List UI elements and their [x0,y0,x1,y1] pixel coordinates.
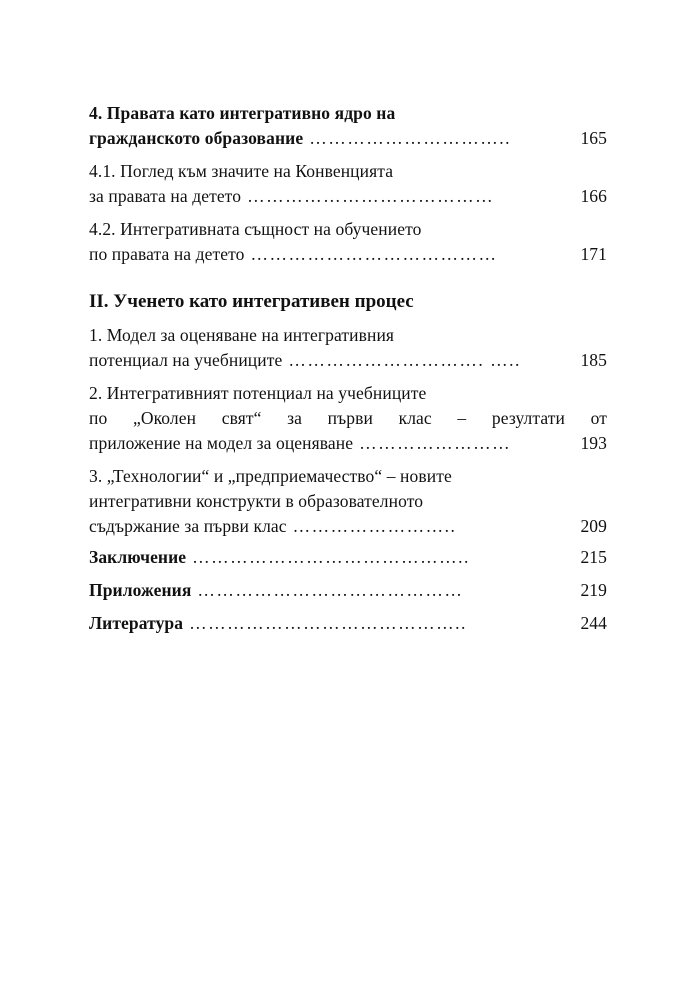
toc-leader-dots: …………………………………….. [192,547,470,567]
toc-leader-dots: …………………………………… [197,580,464,600]
toc-page-number: 215 [580,547,607,567]
toc-leader-dots: …………………………. ….. [288,350,521,370]
toc-entry-text: по „Околен свят“ за първи клас – резултати от [89,408,607,428]
toc-entry-text: приложение на модел за оценяване [89,433,354,453]
toc-page-number: 185 [580,350,607,370]
toc-entry-text: интегративни конструкти в образователното [89,491,424,511]
toc-entry-text: съдържание за първи клас [89,516,287,536]
toc-leader-dots: …………………… [359,433,512,453]
toc-entry-1[interactable] [89,323,607,373]
toc-entry-text: Заключение [89,547,187,567]
toc-entry-text: Литература [89,613,184,633]
toc-leader-dots: …………………….. [292,516,457,536]
toc-leader-dots: ………………………………… [247,186,495,206]
toc-entry-text: 3. „Технологии“ и „предприемачество“ – новите [89,466,452,486]
toc-entry-3[interactable] [89,464,607,539]
toc-entry-conclusion[interactable] [89,545,607,570]
toc-entry-text: Приложения [89,580,192,600]
toc-entry-4[interactable] [89,101,607,151]
toc-entry-literature[interactable] [89,611,607,636]
toc-entry-text: 1. Модел за оценяване на интегративния [89,325,395,345]
toc-entry-4-2[interactable] [89,217,607,267]
toc-leader-dots: ………………………….. [309,128,511,148]
toc-entry-4-1[interactable] [89,159,607,209]
toc-entry-appendices[interactable] [89,578,607,603]
toc-entry-text: 4.1. Поглед към значите на Конвенцията [89,161,394,181]
toc-page-number: 209 [580,516,607,536]
toc-entry-text: гражданското образование [89,128,304,148]
toc-page-number: 193 [580,433,607,453]
toc-leader-dots: ………………………………… [250,244,498,264]
toc-page-number: 166 [580,186,607,206]
toc-section-heading[interactable]: II. Ученето като интегративен процес [89,291,414,312]
toc-page-number: 219 [580,580,607,600]
toc-leader-dots: …………………………………….. [189,613,467,633]
toc-entry-text: 4. Правата като интегративно ядро на [89,103,396,123]
toc-page-number: 171 [580,244,607,264]
toc-page-number: 244 [580,613,607,633]
toc-entry-text: потенциал на учебниците [89,350,283,370]
toc-entry-text: 2. Интегративният потенциал на учебниците [89,383,427,403]
toc-page-number: 165 [580,128,607,148]
toc-entry-text: 4.2. Интегративната същност на обучението [89,219,422,239]
toc-entry-text: по правата на детето [89,244,245,264]
toc-entry-2[interactable] [89,381,607,456]
table-of-contents [89,101,607,636]
toc-entry-text: за правата на детето [89,186,242,206]
